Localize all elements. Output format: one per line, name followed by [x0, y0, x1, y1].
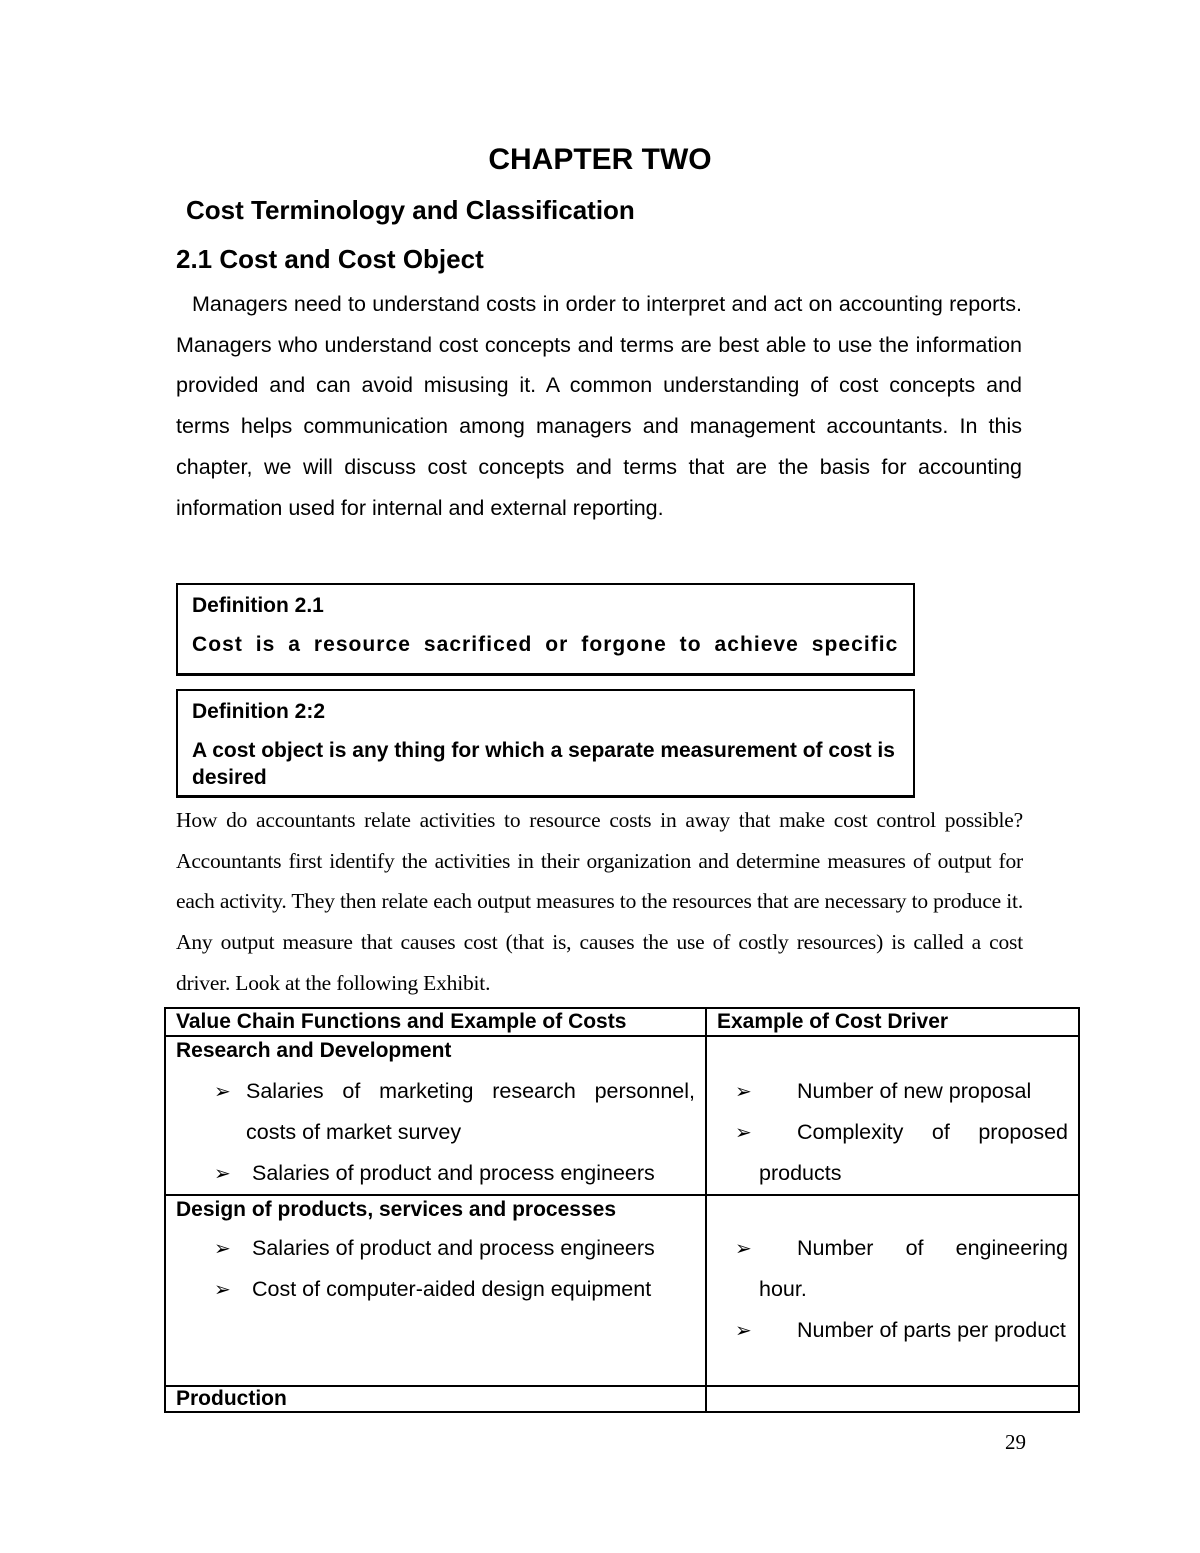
- arrowhead-bullet-icon: ➢: [735, 1236, 752, 1260]
- exhibit-table: [164, 1007, 1080, 1413]
- list-item: [214, 1269, 695, 1310]
- function-title: Research and Development: [176, 1039, 452, 1062]
- chapter-subtitle: Cost Terminology and Classification: [186, 195, 635, 225]
- cost-example: Salaries of product and process engineers: [252, 1161, 655, 1185]
- table-row: [165, 1195, 1079, 1386]
- cost-driver-example: Number of parts per product: [797, 1318, 1066, 1342]
- list-item: [735, 1228, 1068, 1310]
- table-row: [165, 1386, 1079, 1412]
- arrowhead-bullet-icon: ➢: [735, 1318, 752, 1342]
- cost-driver-example: Number of engineering hour.: [759, 1236, 1068, 1301]
- arrowhead-bullet-icon: ➢: [214, 1277, 231, 1301]
- list-item: [214, 1071, 695, 1153]
- column-header: Value Chain Functions and Example of Costs: [165, 1008, 706, 1036]
- arrowhead-bullet-icon: ➢: [214, 1161, 231, 1185]
- chapter-title: CHAPTER TWO: [488, 143, 712, 176]
- definition-box-1: [176, 583, 915, 676]
- cost-driver-example: Complexity of proposed products: [759, 1120, 1068, 1185]
- cost-driver-paragraph: How do accountants relate activities to resource costs in away that make cost control possible? Accountants first identify the activities in their organization and determine measures of output for each activity. They then relate each output measures to the resources that are necessary to produce it. Any output measure that causes cost (that is, causes the use of costly resources) is called a cost driver. Look at the following Exhibit.: [176, 808, 1023, 995]
- list-item: [735, 1310, 1068, 1351]
- definition-label: Definition 2.1: [192, 594, 324, 617]
- function-cell: [165, 1195, 706, 1386]
- list-item: [214, 1153, 695, 1194]
- column-header: Example of Cost Driver: [706, 1008, 1079, 1036]
- function-title: Design of products, services and processes: [176, 1198, 616, 1221]
- function-cell: [165, 1386, 706, 1412]
- definition-box-2: [176, 689, 915, 798]
- definition-text: Cost is a resource sacrificed or forgone to achieve specific: [192, 633, 899, 656]
- driver-cell: [706, 1195, 1079, 1386]
- cost-example: Salaries of marketing research personnel, costs of market survey: [246, 1079, 695, 1144]
- page-number: 29: [1005, 1430, 1026, 1454]
- arrowhead-bullet-icon: ➢: [735, 1120, 752, 1144]
- arrowhead-bullet-icon: ➢: [214, 1236, 231, 1260]
- table-row: [165, 1036, 1079, 1195]
- table-header-row: [165, 1008, 1079, 1036]
- list-item: [214, 1228, 695, 1269]
- definition-text: A cost object is any thing for which a separate measurement of cost is desired: [192, 739, 895, 789]
- driver-cell: [706, 1036, 1079, 1195]
- cost-example: Salaries of product and process engineers: [252, 1236, 655, 1260]
- driver-cell: [706, 1386, 1079, 1412]
- arrowhead-bullet-icon: ➢: [214, 1079, 231, 1103]
- arrowhead-bullet-icon: ➢: [735, 1079, 752, 1103]
- list-item: [735, 1071, 1068, 1112]
- function-cell: [165, 1036, 706, 1195]
- cost-example: Cost of computer-aided design equipment: [252, 1277, 652, 1301]
- section-heading: 2.1 Cost and Cost Object: [176, 244, 484, 274]
- cost-driver-example: Number of new proposal: [797, 1079, 1032, 1103]
- definition-label: Definition 2:2: [192, 700, 326, 723]
- function-title: Production: [176, 1387, 287, 1410]
- list-item: [735, 1112, 1068, 1194]
- intro-paragraph: Managers need to understand costs in order to interpret and act on accounting reports. Managers who understand cost concepts and terms are best able to use the information provided and can avoid misusing it. A common understanding of cost concepts and terms helps communication among managers and management accountants. In this chapter, we will discuss cost concepts and terms that are the basis for accounting information used for internal and external reporting.: [176, 292, 1022, 520]
